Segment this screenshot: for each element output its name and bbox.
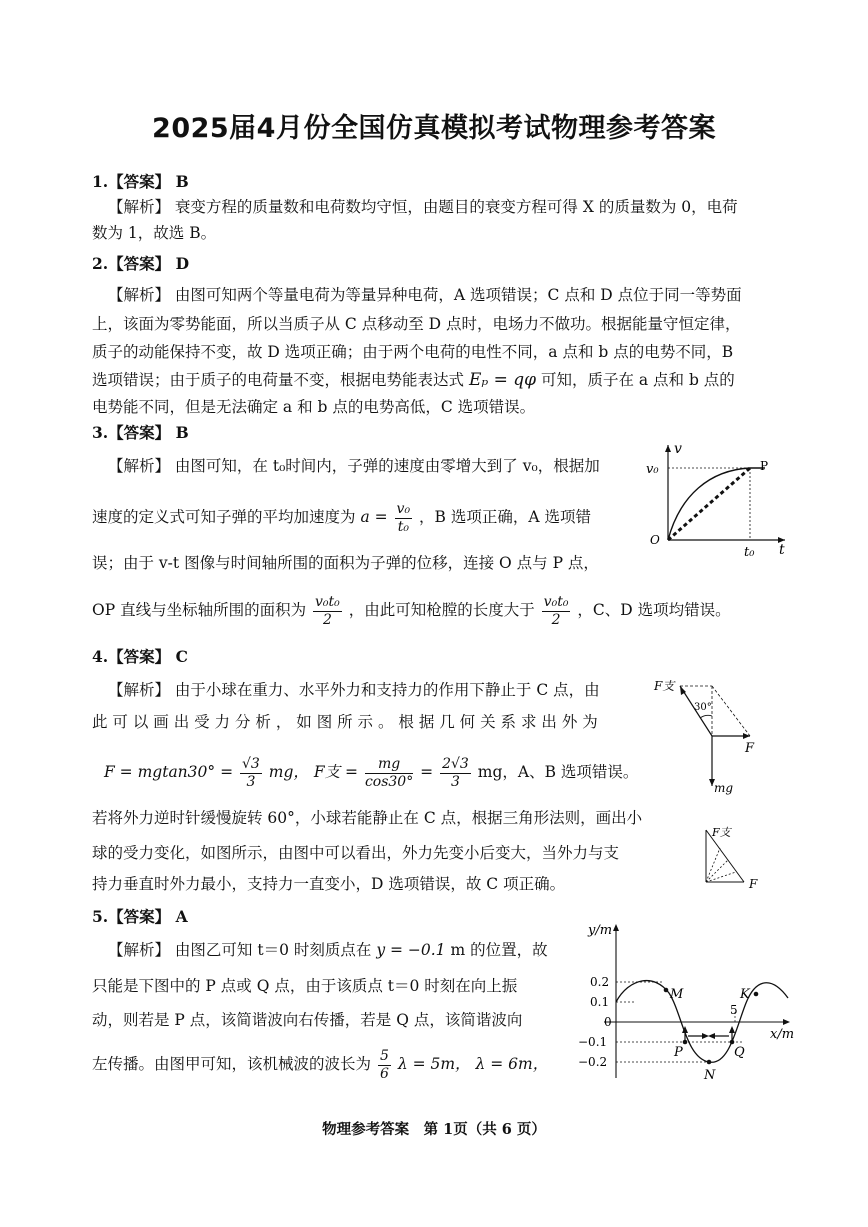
page-footer: 物理参考答案 第 1页（共 6 页） [322,1121,546,1138]
wave-label-m: M [670,987,684,1002]
q4-frac-3-num: 2√3 [442,755,469,772]
q5-analysis-line4 [92,1044,548,1084]
fd1-external-arrow [743,733,750,739]
fd2-dash-2 [706,860,728,882]
wave-tick-02: 0.2 [590,975,610,989]
q3-area-numerator-2: v₀t₀ [543,593,569,610]
q2-answer: 2.【答案】 D [92,254,190,273]
vt-label-p: P [760,459,769,473]
wave-tick-n02: −0.2 [578,1055,608,1069]
wave-right-arrowhead [702,1033,709,1039]
q4-answer: 4.【答案】 C [92,647,188,666]
fd2-dash-3 [706,872,736,882]
vt-label-t: t [779,542,785,558]
q5-line1-formula: y = −0.1 [376,941,446,959]
q3-analysis-line4 [92,590,731,630]
wave-tick-0: 0 [604,1015,612,1029]
q2-energy-formula: Eₚ = qφ [468,370,536,390]
q2-analysis-line4 [92,370,735,390]
q4-frac-2-den: cos30° [364,773,414,790]
q5-line4-text-a: 左传播。由图甲可知，该机械波的波长为 [92,1055,372,1073]
wave-tick-01: 0.1 [590,995,610,1009]
fd1-angle-arc [700,715,712,718]
q3-answer: 3.【答案】 B [92,423,189,442]
q2-analysis-line1: 【解析】 由图可知两个等量电荷为等量异种电荷，A 选项错误；C 点和 D 点位于同一等势面 [108,286,742,304]
q5-lambda-den: 6 [379,1065,389,1082]
q4-analysis-line6: 持力垂直时外力最小，支持力一直变小，D 选项错误，故 C 项正确。 [92,875,566,893]
q5-lambda-fraction [378,1048,391,1083]
fd2-dash-1 [706,848,720,882]
q2-line4-text-a: 选项错误；由于质子的电荷量不变，根据电势能表达式 [92,371,465,389]
q3-analysis-line2 [92,497,591,537]
q4-frac-2-num: mg [365,756,413,774]
q4-analysis-line5: 球的受力变化，如图所示，由图中可以看出，外力先变小后变大，当外力与支 [92,844,620,862]
q4-fs-lhs: F支 = [313,763,358,781]
q5-analysis-line3: 动，则若是 P 点，该简谐波向右传播，若是 Q 点，该简谐波向 [92,1011,523,1029]
q4-analysis-line4: 若将外力逆时针缓慢旋转 60°，小球若能静止在 C 点，根据三角形法则，画出小 [92,809,643,827]
q4-f-mg: mg， [268,763,309,781]
q4-frac-3 [440,756,471,791]
q5-line1-text-b: m 的位置，故 [450,941,548,959]
fd2-label-fs: F支 [712,826,731,839]
vt-graph [640,440,790,560]
wave-label-q: Q [734,1045,745,1060]
q1-analysis-line1: 【解析】 衰变方程的质量数和电荷数均守恒，由题目的衰变方程可得 X 的质量数为 0，电荷 [108,198,738,216]
wave-label-n: N [704,1068,716,1083]
wave-tick-n01: −0.1 [578,1035,608,1049]
q5-lambda-result: λ = 6m， [475,1055,549,1073]
wave-y-arrow [613,924,619,931]
wave-left-arrowhead [708,1033,715,1039]
wave-curve [616,981,788,1063]
q3-line4-text-b: ，由此可知枪膛的长度大于 [348,601,535,619]
q3-line2-text-a: 速度的定义式可知子弹的平均加速度为 [92,508,356,526]
fd2-label-f: F [749,877,758,891]
q4-analysis-line1: 【解析】 由于小球在重力、水平外力和支持力的作用下静止于 C 点，由 [108,681,600,699]
vt-op-line [668,468,750,540]
q4-frac-1-num: √3 [242,755,260,772]
q3-analysis-line1: 【解析】 由图可知，在 t₀时间内，子弹的速度由零增大到了 v₀，根据加 [108,457,600,475]
wave-graph [574,918,794,1088]
q4-f-lhs: F = mgtan30° = [104,763,234,781]
q3-line4-text-a: OP 直线与坐标轴所围的面积为 [92,601,307,619]
wave-label-y: y/m [588,923,613,938]
q3-area-denominator-1: 2 [322,611,332,628]
wave-point-n [707,1060,712,1065]
vt-label-v0: v₀ [646,462,659,477]
fd1-dash-diag [712,686,750,736]
wave-point-m [664,988,669,993]
q3-accel-denominator: t₀ [397,518,409,535]
vt-label-o: O [650,533,660,547]
q4-frac-2 [365,756,413,791]
q5-analysis-line2: 只能是下图中的 P 点或 Q 点，由于该质点 t＝0 时刻在向上振 [92,977,518,995]
q3-line4-text-c: ，C、D 选项均错误。 [577,601,731,619]
q3-accel-lhs: a = [360,508,388,526]
fd1-label-fs: F支 [654,679,675,693]
force-diagram-2 [694,824,774,892]
q4-analysis-line2: 此 可 以 画 出 受 力 分 析 ， 如 图 所 示 。 根 据 几 何 关 系 求 出 外 为 [92,713,598,731]
q4-equals: = [420,763,434,781]
wave-label-k: K [740,987,750,1002]
q3-area-numerator-1: v₀t₀ [315,593,340,610]
wave-point-k [754,992,759,997]
q4-line3-tail: mg，A、B 选项错误。 [477,763,639,781]
wave-label-p: P [674,1045,683,1060]
wave-label-x: x/m [770,1027,794,1042]
q5-line1-text-a: 【解析】 由图乙可知 t＝0 时刻质点在 [108,941,372,959]
q2-analysis-line3: 质子的动能保持不变，故 D 选项正确；由于两个电荷的电性不同，a 点和 b 点的电势不同，B [92,343,734,361]
q4-frac-1-den: 3 [246,773,256,790]
force-diagram-1 [650,674,780,800]
fd1-label-f: F [745,741,755,756]
q2-analysis-line2: 上，该面为零势能面，所以当质子从 C 点移动至 D 点时，电场力不做功。根据能量守恒定律， [92,315,741,333]
q3-area-fraction-2 [542,594,571,629]
fd1-label-mg: mg [714,781,734,795]
q1-answer: 1.【答案】 B [92,172,189,191]
fd1-label-angle: 30° [694,702,712,713]
vt-label-t0: t₀ [744,545,755,560]
q2-analysis-line5: 电势能不同，但是无法确定 a 和 b 点的电势高低，C 选项错误。 [92,398,536,416]
vt-v-arrow [665,445,671,452]
q4-frac-3-den: 3 [451,773,460,790]
wave-q-arrowhead [729,1026,735,1033]
vt-curve [668,468,765,540]
q3-accel-fraction [395,501,413,536]
wave-tick-5: 5 [730,1003,738,1017]
q3-analysis-line3: 误；由于 v-t 图像与时间轴所围的面积为子弹的位移，连接 O 点与 P 点， [92,554,599,572]
q3-line2-text-b: ，B 选项正确，A 选项错 [419,508,591,526]
q5-answer: 5.【答案】 A [92,907,188,926]
q3-area-fraction-1 [313,594,342,629]
q3-accel-numerator: v₀ [396,500,411,517]
page-title: 2025届4月份全国仿真模拟考试物理参考答案 [152,113,716,144]
q1-analysis-line2: 数为 1，故选 B。 [92,224,217,242]
q5-analysis-line1 [108,940,548,960]
vt-label-v: v [674,441,682,457]
q4-frac-1 [240,756,262,791]
q2-line4-text-b: 可知，质子在 a 点和 b 点的 [540,371,735,389]
q4-analysis-line3 [104,752,638,792]
wave-x-arrow [783,1019,790,1025]
q5-lambda-eq: λ = 5m， [397,1055,471,1073]
q3-area-denominator-2: 2 [551,611,561,628]
q5-lambda-num: 5 [379,1047,389,1064]
